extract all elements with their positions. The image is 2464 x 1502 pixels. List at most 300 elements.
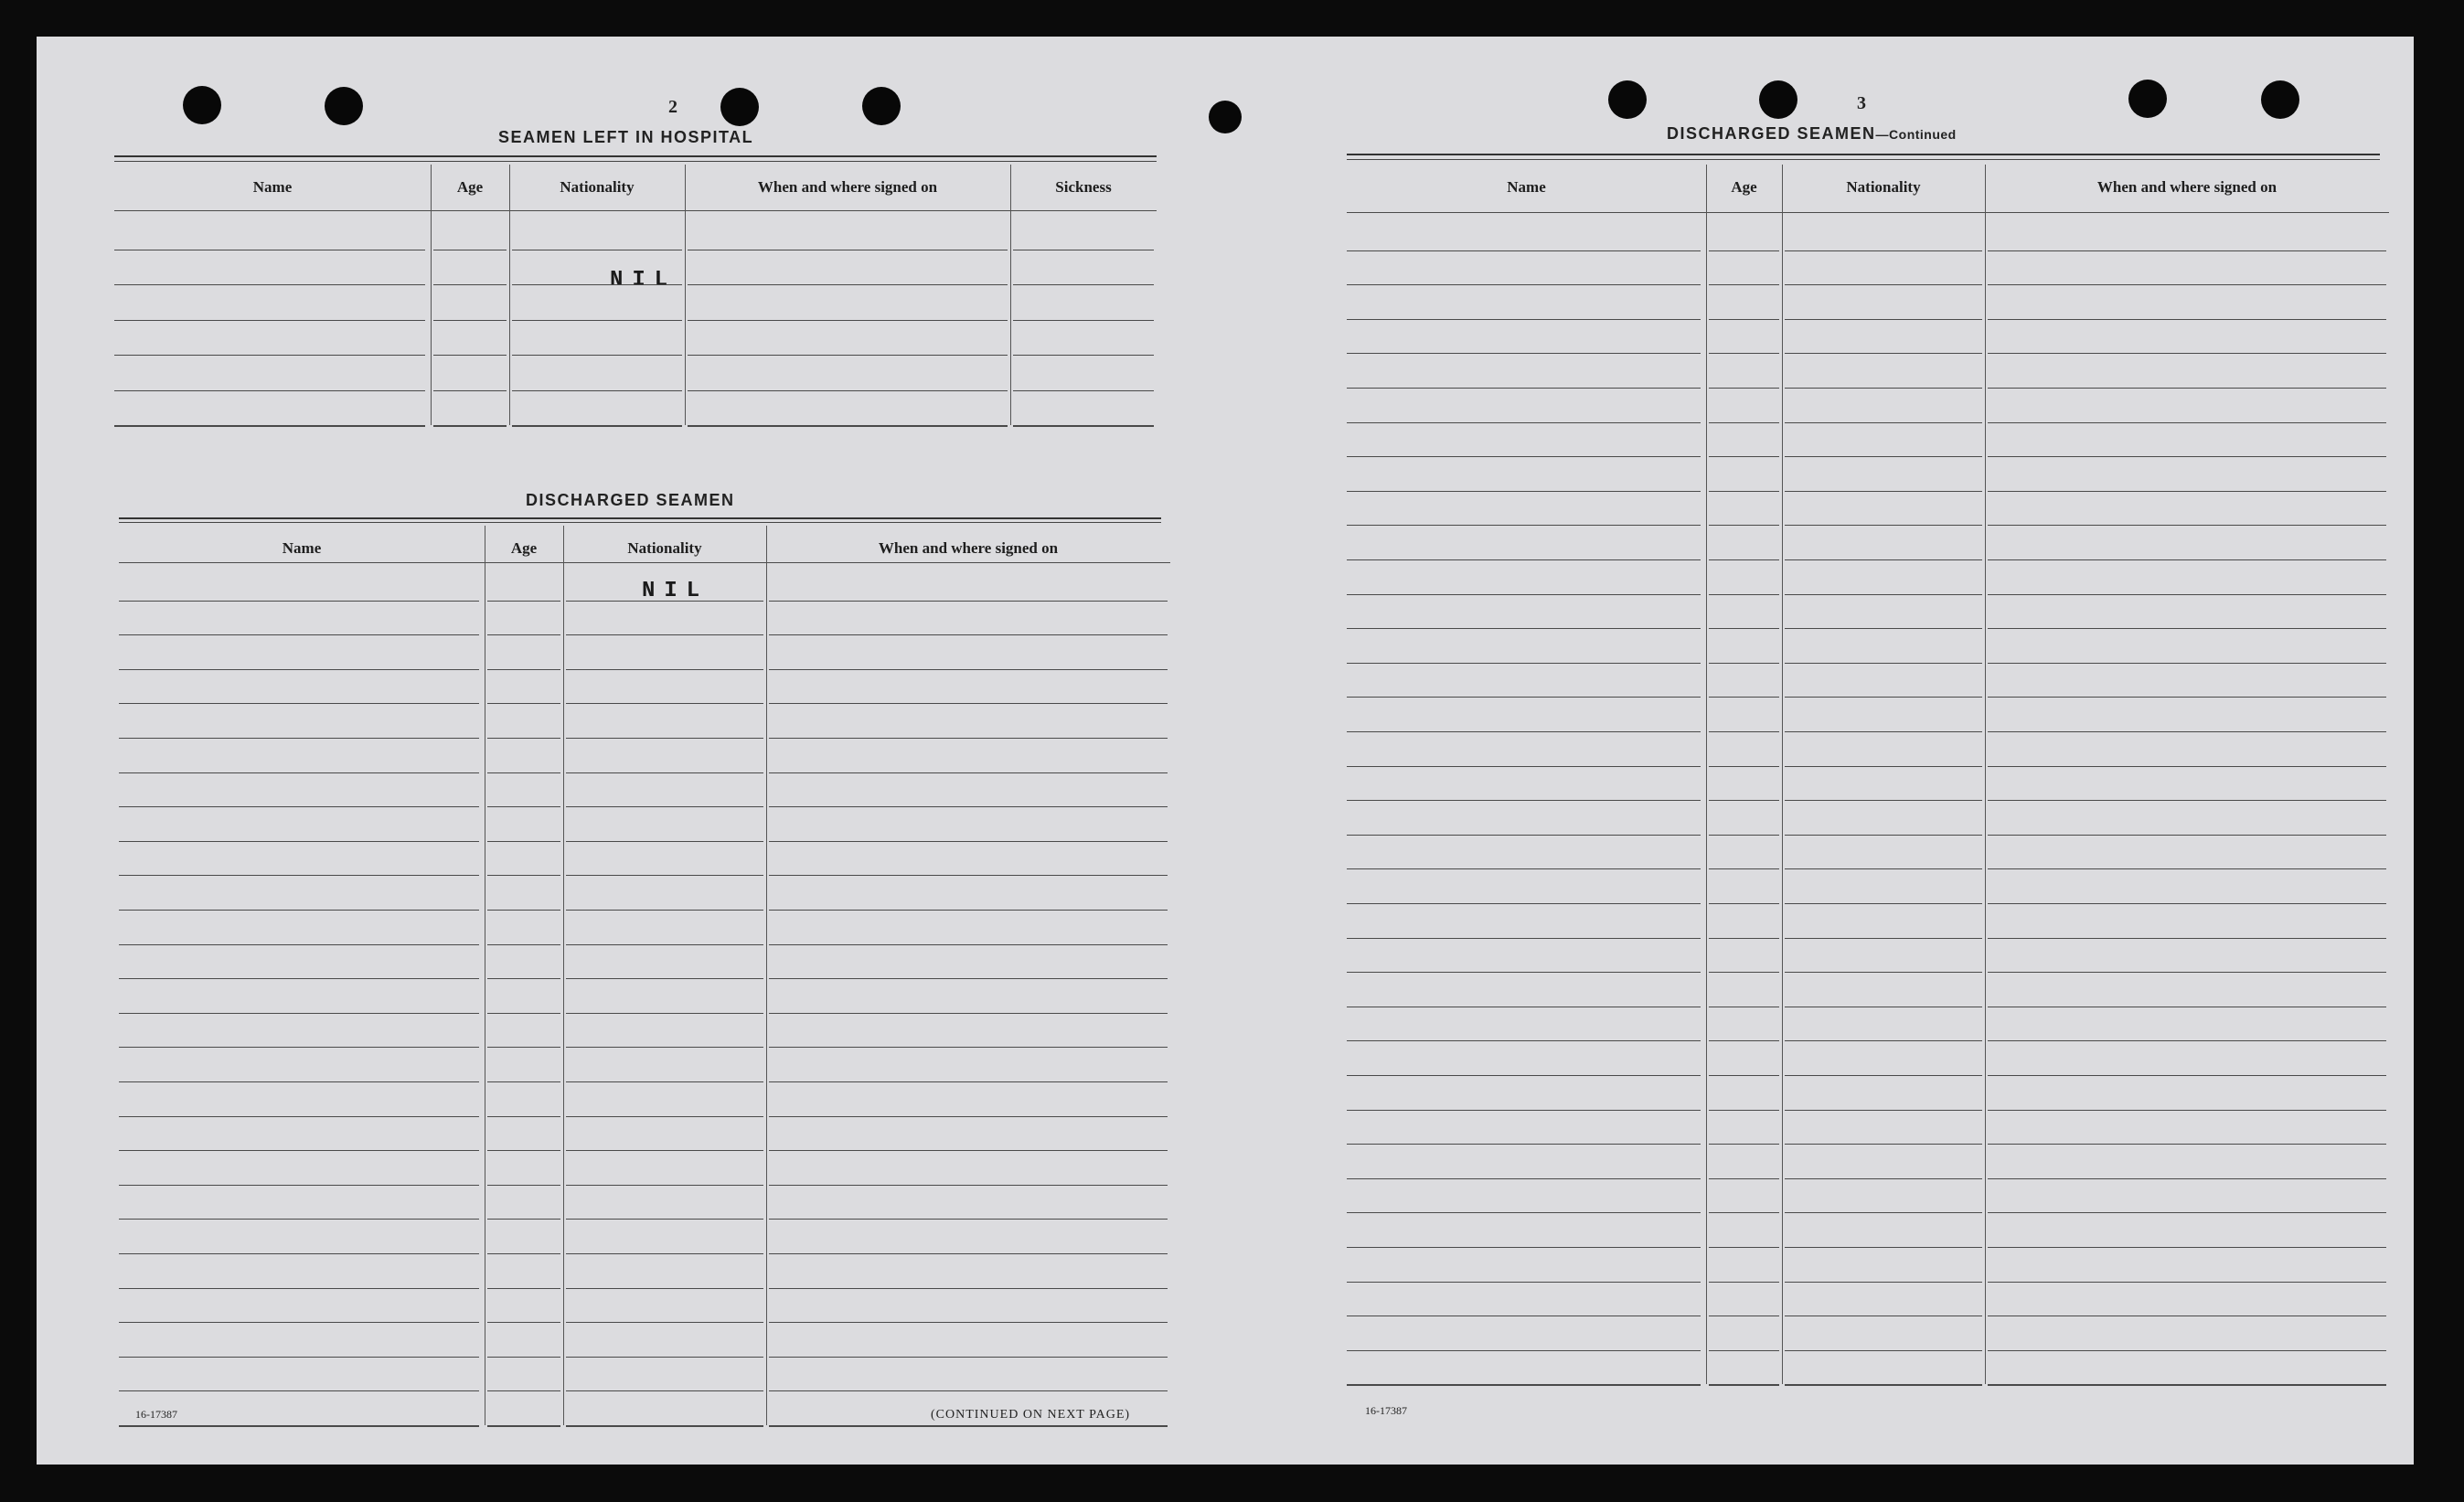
row-rule: [1785, 388, 1982, 389]
column-header-age: Age: [510, 539, 538, 557]
section-rule: [1347, 159, 2380, 160]
row-rule: [1988, 1282, 2386, 1283]
row-rule: [566, 1253, 763, 1254]
row-rule: [119, 1288, 479, 1289]
row-rule: [1988, 250, 2386, 251]
row-rule: [1988, 422, 2386, 423]
column-header-name: Name: [282, 539, 322, 557]
row-rule: [769, 601, 1168, 602]
row-rule: [1785, 972, 1982, 973]
row-rule: [1347, 1282, 1701, 1283]
row-rule: [769, 1357, 1168, 1358]
row-rule: [1988, 284, 2386, 285]
row-rule: [1347, 1212, 1701, 1213]
row-rule: [688, 284, 1008, 285]
row-rule: [1709, 319, 1779, 320]
row-rule: [1347, 1040, 1701, 1041]
row-rule: [1709, 628, 1779, 629]
row-rule: [1709, 1384, 1779, 1386]
row-rule: [1709, 353, 1779, 354]
row-rule: [1347, 250, 1701, 251]
row-rule: [566, 1390, 763, 1391]
row-rule: [1709, 697, 1779, 698]
row-rule: [1988, 697, 2386, 698]
row-rule: [433, 320, 507, 321]
row-rule: [566, 1322, 763, 1323]
row-rule: [1988, 1384, 2386, 1386]
row-rule: [1988, 628, 2386, 629]
row-rule: [1785, 319, 1982, 320]
row-rule: [1785, 1075, 1982, 1076]
row-rule: [1785, 1212, 1982, 1213]
row-rule: [1988, 903, 2386, 904]
row-rule: [1709, 1110, 1779, 1111]
row-rule: [119, 1047, 479, 1048]
header-rule: [119, 562, 1170, 563]
row-rule: [1988, 663, 2386, 664]
row-rule: [119, 738, 479, 739]
row-rule: [769, 1013, 1168, 1014]
header-rule: [114, 210, 1157, 211]
column-divider: [563, 526, 564, 1425]
row-rule: [566, 1081, 763, 1082]
row-rule: [512, 425, 682, 427]
row-rule: [1347, 663, 1701, 664]
row-rule: [769, 1390, 1168, 1391]
row-rule: [119, 1390, 479, 1391]
row-rule: [566, 1047, 763, 1048]
row-rule: [1347, 731, 1701, 732]
row-rule: [512, 355, 682, 356]
row-rule: [114, 284, 425, 285]
row-rule: [1709, 525, 1779, 526]
row-rule: [487, 1390, 560, 1391]
row-rule: [119, 841, 479, 842]
row-rule: [1785, 628, 1982, 629]
row-rule: [114, 355, 425, 356]
row-rule: [1347, 456, 1701, 457]
row-rule: [1709, 800, 1779, 801]
row-rule: [769, 910, 1168, 911]
row-rule: [1709, 1040, 1779, 1041]
row-rule: [487, 738, 560, 739]
row-rule: [487, 1357, 560, 1358]
row-rule: [1347, 1178, 1701, 1179]
section-title-suffix: —Continued: [1875, 127, 1957, 142]
punch-hole: [183, 86, 221, 124]
row-rule: [487, 910, 560, 911]
row-rule: [769, 703, 1168, 704]
row-rule: [1709, 972, 1779, 973]
page-number: 2: [668, 97, 677, 117]
row-rule: [1709, 284, 1779, 285]
discharged-table: [119, 526, 1170, 1422]
punch-hole: [862, 87, 901, 125]
row-rule: [1785, 663, 1982, 664]
column-header-age: Age: [1731, 178, 1757, 196]
row-rule: [566, 1288, 763, 1289]
row-rule: [1988, 938, 2386, 939]
row-rule: [1347, 868, 1701, 869]
row-rule: [487, 1013, 560, 1014]
row-rule: [487, 669, 560, 670]
row-rule: [433, 390, 507, 391]
row-rule: [1347, 903, 1701, 904]
row-rule: [769, 806, 1168, 807]
column-header-age: Age: [456, 178, 484, 196]
row-rule: [487, 806, 560, 807]
column-header-name: Name: [1507, 178, 1546, 196]
right-page: [1225, 37, 2414, 1465]
row-rule: [119, 875, 479, 876]
row-rule: [1785, 731, 1982, 732]
row-rule: [1785, 353, 1982, 354]
column-header-signed-on: When and where signed on: [757, 178, 938, 196]
row-rule: [487, 772, 560, 773]
row-rule: [1785, 1247, 1982, 1248]
row-rule: [1988, 972, 2386, 973]
discharged-section-title: DISCHARGED SEAMEN: [526, 491, 735, 509]
row-rule: [1785, 525, 1982, 526]
row-rule: [1347, 1110, 1701, 1111]
row-rule: [688, 425, 1008, 427]
row-rule: [119, 1081, 479, 1082]
row-rule: [769, 1219, 1168, 1220]
row-rule: [769, 634, 1168, 635]
column-divider: [1782, 165, 1783, 1384]
section-rule: [119, 522, 1161, 523]
column-header-sickness: Sickness: [1055, 178, 1112, 196]
row-rule: [566, 1150, 763, 1151]
row-rule: [1988, 491, 2386, 492]
column-header-nationality: Nationality: [560, 178, 635, 196]
row-rule: [1347, 284, 1701, 285]
row-rule: [119, 1357, 479, 1358]
row-rule: [487, 1185, 560, 1186]
row-rule: [1988, 731, 2386, 732]
row-rule: [1709, 1247, 1779, 1248]
row-rule: [1988, 1144, 2386, 1145]
row-rule: [1347, 353, 1701, 354]
row-rule: [1988, 1350, 2386, 1351]
row-rule: [1785, 903, 1982, 904]
row-rule: [1988, 1075, 2386, 1076]
row-rule: [1785, 250, 1982, 251]
row-rule: [1013, 320, 1154, 321]
row-rule: [1709, 388, 1779, 389]
row-rule: [1347, 388, 1701, 389]
row-rule: [566, 703, 763, 704]
row-rule: [1785, 938, 1982, 939]
row-rule: [433, 355, 507, 356]
row-rule: [119, 978, 479, 979]
row-rule: [1709, 1178, 1779, 1179]
row-rule: [566, 806, 763, 807]
row-rule: [566, 1357, 763, 1358]
document-sheet: [37, 37, 2414, 1465]
row-rule: [119, 1185, 479, 1186]
row-rule: [566, 738, 763, 739]
row-rule: [566, 978, 763, 979]
discharged-continued-table: [1347, 165, 2389, 1426]
punch-hole: [1759, 80, 1797, 119]
row-rule: [119, 772, 479, 773]
row-rule: [433, 284, 507, 285]
row-rule: [566, 1425, 763, 1427]
row-rule: [1988, 1247, 2386, 1248]
row-rule: [1347, 319, 1701, 320]
row-rule: [769, 738, 1168, 739]
row-rule: [512, 284, 682, 285]
row-rule: [119, 910, 479, 911]
row-rule: [512, 320, 682, 321]
row-rule: [1785, 1282, 1982, 1283]
row-rule: [1347, 1075, 1701, 1076]
row-rule: [487, 1219, 560, 1220]
row-rule: [769, 875, 1168, 876]
row-rule: [1347, 972, 1701, 973]
row-rule: [769, 772, 1168, 773]
punch-hole: [720, 88, 759, 126]
row-rule: [1785, 1144, 1982, 1145]
row-rule: [1347, 594, 1701, 595]
row-rule: [1988, 800, 2386, 801]
row-rule: [487, 1288, 560, 1289]
row-rule: [1347, 697, 1701, 698]
row-rule: [769, 1253, 1168, 1254]
left-page: [37, 37, 1225, 1465]
nil-stamp: NIL: [642, 579, 709, 603]
section-rule: [119, 517, 1161, 519]
hospital-table-header: [114, 165, 1157, 210]
row-rule: [769, 1185, 1168, 1186]
row-rule: [119, 1116, 479, 1117]
row-rule: [119, 703, 479, 704]
row-rule: [119, 634, 479, 635]
row-rule: [1785, 559, 1982, 560]
row-rule: [1785, 868, 1982, 869]
column-divider: [509, 165, 510, 425]
discharged-table-header: [119, 526, 1170, 571]
row-rule: [487, 978, 560, 979]
row-rule: [1785, 1110, 1982, 1111]
column-divider: [431, 165, 432, 425]
row-rule: [566, 601, 763, 602]
row-rule: [1013, 284, 1154, 285]
punch-hole: [2128, 80, 2167, 118]
row-rule: [512, 390, 682, 391]
row-rule: [1347, 1350, 1701, 1351]
column-header-signed-on: When and where signed on: [2096, 178, 2277, 196]
row-rule: [114, 390, 425, 391]
column-header-nationality: Nationality: [627, 539, 702, 557]
row-rule: [1709, 835, 1779, 836]
punch-hole: [2261, 80, 2299, 119]
row-rule: [769, 1150, 1168, 1151]
row-rule: [688, 390, 1008, 391]
row-rule: [566, 1185, 763, 1186]
row-rule: [1785, 835, 1982, 836]
row-rule: [487, 601, 560, 602]
row-rule: [1013, 425, 1154, 427]
row-rule: [566, 841, 763, 842]
row-rule: [119, 1150, 479, 1151]
row-rule: [1785, 800, 1982, 801]
form-number: 16-17387: [1365, 1404, 1407, 1417]
section-title-text: DISCHARGED SEAMEN: [1667, 124, 1876, 143]
row-rule: [1709, 559, 1779, 560]
row-rule: [566, 1013, 763, 1014]
row-rule: [566, 1116, 763, 1117]
row-rule: [1785, 1178, 1982, 1179]
row-rule: [566, 772, 763, 773]
row-rule: [1785, 766, 1982, 767]
row-rule: [1347, 800, 1701, 801]
row-rule: [769, 1116, 1168, 1117]
row-rule: [1709, 1282, 1779, 1283]
section-rule: [114, 161, 1157, 162]
row-rule: [769, 978, 1168, 979]
row-rule: [688, 320, 1008, 321]
row-rule: [487, 634, 560, 635]
row-rule: [1988, 835, 2386, 836]
continuation-note: (CONTINUED ON NEXT PAGE): [931, 1408, 1131, 1422]
row-rule: [566, 634, 763, 635]
row-rule: [487, 1116, 560, 1117]
row-rule: [1988, 1212, 2386, 1213]
column-header-nationality: Nationality: [1846, 178, 1921, 196]
row-rule: [1709, 1075, 1779, 1076]
row-rule: [119, 944, 479, 945]
row-rule: [1785, 594, 1982, 595]
row-rule: [487, 703, 560, 704]
right-table-header: [1347, 165, 2389, 210]
row-rule: [1347, 559, 1701, 560]
section-rule: [1347, 154, 2380, 155]
row-rule: [114, 425, 425, 427]
row-rule: [1709, 938, 1779, 939]
column-divider: [1010, 165, 1011, 425]
row-rule: [1709, 868, 1779, 869]
row-rule: [688, 355, 1008, 356]
row-rule: [1988, 1178, 2386, 1179]
row-rule: [1347, 1247, 1701, 1248]
row-rule: [1709, 250, 1779, 251]
row-rule: [1347, 491, 1701, 492]
row-rule: [1988, 594, 2386, 595]
column-header-signed-on: When and where signed on: [878, 539, 1059, 557]
row-rule: [1347, 1144, 1701, 1145]
column-divider: [1985, 165, 1986, 1384]
row-rule: [1709, 1212, 1779, 1213]
row-rule: [769, 1081, 1168, 1082]
row-rule: [1709, 456, 1779, 457]
row-rule: [1785, 1350, 1982, 1351]
row-rule: [487, 1425, 560, 1427]
row-rule: [119, 601, 479, 602]
row-rule: [487, 1150, 560, 1151]
row-rule: [1347, 422, 1701, 423]
column-header-name: Name: [252, 178, 293, 196]
row-rule: [1347, 835, 1701, 836]
row-rule: [1709, 731, 1779, 732]
row-rule: [1347, 525, 1701, 526]
row-rule: [1785, 697, 1982, 698]
row-rule: [487, 875, 560, 876]
row-rule: [769, 1425, 1168, 1427]
row-rule: [1709, 491, 1779, 492]
row-rule: [769, 1047, 1168, 1048]
row-rule: [119, 1425, 479, 1427]
row-rule: [119, 806, 479, 807]
row-rule: [1988, 456, 2386, 457]
row-rule: [769, 1322, 1168, 1323]
punch-hole: [325, 87, 363, 125]
row-rule: [119, 1322, 479, 1323]
row-rule: [566, 910, 763, 911]
row-rule: [566, 944, 763, 945]
section-rule: [114, 155, 1157, 157]
column-divider: [685, 165, 686, 425]
row-rule: [1709, 422, 1779, 423]
hospital-table: [114, 165, 1157, 439]
row-rule: [1785, 1040, 1982, 1041]
row-rule: [1709, 663, 1779, 664]
column-divider: [1706, 165, 1707, 1384]
row-rule: [1988, 559, 2386, 560]
row-rule: [1988, 868, 2386, 869]
row-rule: [566, 1219, 763, 1220]
row-rule: [1988, 1040, 2386, 1041]
page-number: 3: [1857, 93, 1866, 113]
row-rule: [114, 320, 425, 321]
row-rule: [1709, 1144, 1779, 1145]
row-rule: [1709, 766, 1779, 767]
row-rule: [1709, 903, 1779, 904]
row-rule: [487, 841, 560, 842]
row-rule: [566, 875, 763, 876]
row-rule: [487, 944, 560, 945]
row-rule: [433, 425, 507, 427]
row-rule: [1988, 525, 2386, 526]
row-rule: [487, 1253, 560, 1254]
row-rule: [769, 669, 1168, 670]
punch-hole: [1608, 80, 1647, 119]
row-rule: [119, 1013, 479, 1014]
nil-stamp: NIL: [610, 268, 677, 293]
hospital-section-title: SEAMEN LEFT IN HOSPITAL: [498, 128, 754, 146]
row-rule: [769, 841, 1168, 842]
row-rule: [769, 1288, 1168, 1289]
row-rule: [1988, 766, 2386, 767]
row-rule: [119, 1253, 479, 1254]
row-rule: [1347, 766, 1701, 767]
row-rule: [769, 944, 1168, 945]
row-rule: [1347, 628, 1701, 629]
row-rule: [1013, 355, 1154, 356]
row-rule: [1988, 388, 2386, 389]
row-rule: [1988, 319, 2386, 320]
row-rule: [487, 1047, 560, 1048]
row-rule: [1785, 284, 1982, 285]
row-rule: [1709, 1350, 1779, 1351]
row-rule: [119, 1219, 479, 1220]
row-rule: [1785, 422, 1982, 423]
row-rule: [487, 1322, 560, 1323]
row-rule: [487, 1081, 560, 1082]
row-rule: [1785, 491, 1982, 492]
row-rule: [1709, 594, 1779, 595]
